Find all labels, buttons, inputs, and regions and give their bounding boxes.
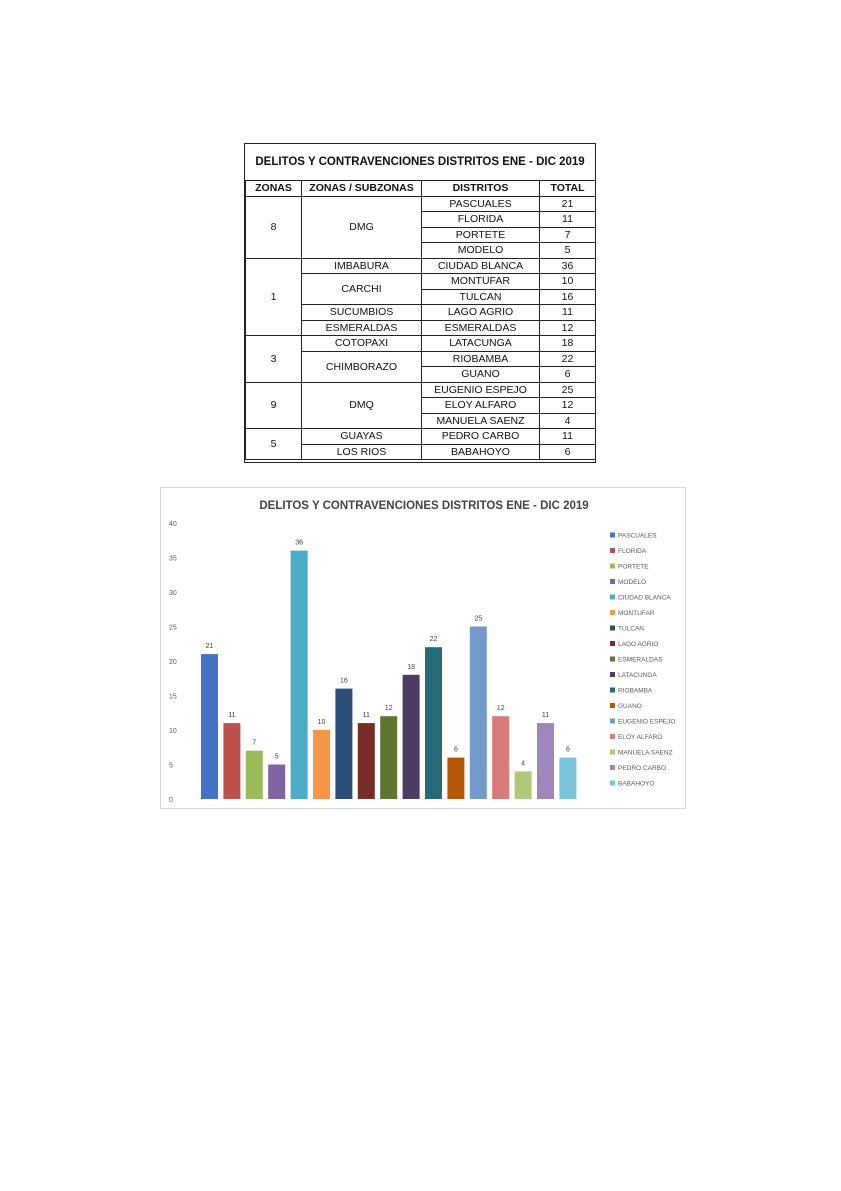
data-label: 36 [295, 539, 303, 547]
distrito-cell: ESMERALDAS [422, 320, 540, 336]
legend-label: LAGO AGRIO [618, 641, 659, 648]
legend-swatch [610, 610, 615, 615]
chart-panel [160, 487, 686, 809]
bar [268, 765, 285, 800]
data-label: 25 [474, 615, 483, 623]
data-label: 11 [541, 712, 550, 720]
y-tick-label: 35 [169, 555, 177, 563]
zona-cell: 1 [246, 258, 302, 336]
bar-chart [161, 488, 687, 810]
zona-cell: 5 [246, 429, 302, 460]
districts-table [244, 143, 596, 463]
subzona-cell: IMBABURA [302, 258, 422, 274]
data-label: 7 [252, 739, 257, 747]
subzona-cell: CHIMBORAZO [302, 351, 422, 382]
total-cell: 7 [540, 227, 596, 243]
data-label: 10 [317, 719, 326, 726]
data-label: 22 [429, 636, 438, 644]
subzona-cell: LOS RIOS [302, 444, 422, 460]
data-label: 12 [496, 705, 505, 713]
total-cell: 21 [540, 196, 596, 212]
legend-label: MONTUFAR [618, 610, 655, 617]
legend-label: MANUELA SAENZ [618, 749, 673, 757]
data-label: 21 [205, 643, 214, 651]
data-label: 4 [521, 760, 526, 768]
total-cell: 11 [540, 429, 596, 445]
legend-label: RIOBAMBA [618, 687, 653, 695]
legend-swatch [610, 765, 615, 770]
legend-swatch [610, 657, 615, 662]
bar [380, 716, 397, 799]
distrito-cell: BABAHOYO [422, 444, 540, 460]
legend-swatch [610, 750, 615, 755]
y-tick-label: 10 [169, 728, 177, 735]
header-subzonas: ZONAS / SUBZONAS [302, 181, 422, 197]
legend-swatch [610, 579, 615, 584]
subzona-cell: SUCUMBIOS [302, 305, 422, 321]
bar [403, 675, 420, 799]
total-cell: 25 [540, 382, 596, 398]
table-row [246, 336, 596, 352]
total-cell: 22 [540, 351, 596, 367]
zona-cell: 8 [246, 196, 302, 258]
legend-label: ELOY ALFARO [618, 734, 663, 741]
table-title: DELITOS Y CONTRAVENCIONES DISTRITOS ENE - DIC 2019 [255, 156, 585, 168]
zona-cell: 3 [246, 336, 302, 383]
legend-label: ESMERALDAS [618, 656, 663, 664]
distrito-cell: PORTETE [422, 227, 540, 243]
bar [537, 723, 554, 799]
legend-label: BABAHOYO [618, 780, 655, 788]
legend-swatch [610, 688, 615, 693]
subzona-cell: ESMERALDAS [302, 320, 422, 336]
legend-swatch [610, 641, 615, 646]
legend-swatch [610, 781, 615, 786]
distrito-cell: PASCUALES [422, 196, 540, 212]
data-label: 6 [453, 746, 458, 754]
data-label: 18 [407, 663, 415, 671]
distrito-cell: EUGENIO ESPEJO [422, 382, 540, 398]
total-cell: 12 [540, 320, 596, 336]
legend-swatch [610, 564, 615, 569]
distrito-cell: LAGO AGRIO [422, 305, 540, 321]
bar [201, 654, 218, 799]
subzona-cell: CARCHI [302, 274, 422, 305]
distrito-cell: MONTUFAR [422, 274, 540, 290]
table-row [246, 258, 596, 274]
total-cell: 10 [540, 274, 596, 290]
legend-swatch [610, 734, 615, 739]
legend-label: LATACUNGA [618, 672, 657, 679]
y-tick-label: 40 [169, 521, 177, 528]
total-cell: 12 [540, 398, 596, 414]
distrito-cell: TULCAN [422, 289, 540, 305]
total-cell: 16 [540, 289, 596, 305]
legend-swatch [610, 626, 615, 631]
table-row [246, 429, 596, 445]
header-distritos: DISTRITOS [422, 181, 540, 197]
total-cell: 36 [540, 258, 596, 274]
legend-swatch [610, 672, 615, 677]
legend-label: TULCAN [618, 625, 645, 633]
y-tick-label: 15 [169, 693, 177, 701]
legend-label: EUGENIO ESPEJO [618, 718, 676, 726]
total-cell: 4 [540, 413, 596, 429]
table-header-row [246, 181, 596, 197]
header-zonas: ZONAS [246, 181, 302, 197]
y-tick-label: 30 [169, 590, 177, 597]
legend-label: GUANO [618, 703, 642, 710]
legend-swatch [610, 719, 615, 724]
distrito-cell: GUANO [422, 367, 540, 383]
bar [246, 751, 263, 799]
bar [335, 689, 352, 799]
legend-swatch [610, 533, 615, 538]
total-cell: 18 [540, 336, 596, 352]
legend-label: PEDRO CARBO [618, 765, 667, 772]
bar [447, 758, 464, 799]
bar [223, 723, 240, 799]
table-grid [245, 180, 596, 460]
subzona-cell: DMQ [302, 382, 422, 429]
distrito-cell: LATACUNGA [422, 336, 540, 352]
data-label: 5 [274, 753, 279, 761]
distrito-cell: PEDRO CARBO [422, 429, 540, 445]
table-row [246, 196, 596, 212]
bar [515, 771, 532, 799]
legend-swatch [610, 595, 615, 600]
legend-swatch [610, 548, 615, 553]
bar [492, 716, 509, 799]
distrito-cell: RIOBAMBA [422, 351, 540, 367]
y-tick-label: 0 [169, 797, 173, 804]
subzona-cell: DMG [302, 196, 422, 258]
distrito-cell: ELOY ALFARO [422, 398, 540, 414]
table-row [246, 382, 596, 398]
subzona-cell: COTOPAXI [302, 336, 422, 352]
bar [470, 627, 487, 800]
legend-label: PASCUALES [618, 532, 657, 540]
bar [313, 730, 330, 799]
header-total: TOTAL [540, 181, 596, 197]
bar [559, 758, 576, 799]
distrito-cell: MANUELA SAENZ [422, 413, 540, 429]
legend-label: MODELO [618, 579, 647, 586]
distrito-cell: CIUDAD BLANCA [422, 258, 540, 274]
total-cell: 5 [540, 243, 596, 259]
distrito-cell: FLORIDA [422, 212, 540, 228]
y-tick-label: 25 [169, 624, 177, 632]
total-cell: 6 [540, 367, 596, 383]
data-label: 11 [228, 712, 236, 720]
data-label: 12 [384, 705, 393, 713]
chart-title: DELITOS Y CONTRAVENCIONES DISTRITOS ENE - DIC 2019 [259, 500, 589, 512]
y-tick-label: 5 [169, 762, 173, 770]
data-label: 16 [340, 677, 348, 685]
bar [358, 723, 375, 799]
y-tick-label: 20 [169, 659, 177, 666]
data-label: 11 [362, 712, 370, 720]
zona-cell: 9 [246, 382, 302, 429]
total-cell: 11 [540, 305, 596, 321]
subzona-cell: GUAYAS [302, 429, 422, 445]
bar [425, 647, 442, 799]
legend-label: PORTETE [618, 563, 649, 571]
distrito-cell: MODELO [422, 243, 540, 259]
legend-label: CIUDAD BLANCA [618, 594, 671, 602]
data-label: 6 [565, 746, 570, 754]
total-cell: 11 [540, 212, 596, 228]
legend-label: FLORIDA [618, 548, 647, 555]
total-cell: 6 [540, 444, 596, 460]
bar [291, 551, 308, 799]
legend-swatch [610, 703, 615, 708]
